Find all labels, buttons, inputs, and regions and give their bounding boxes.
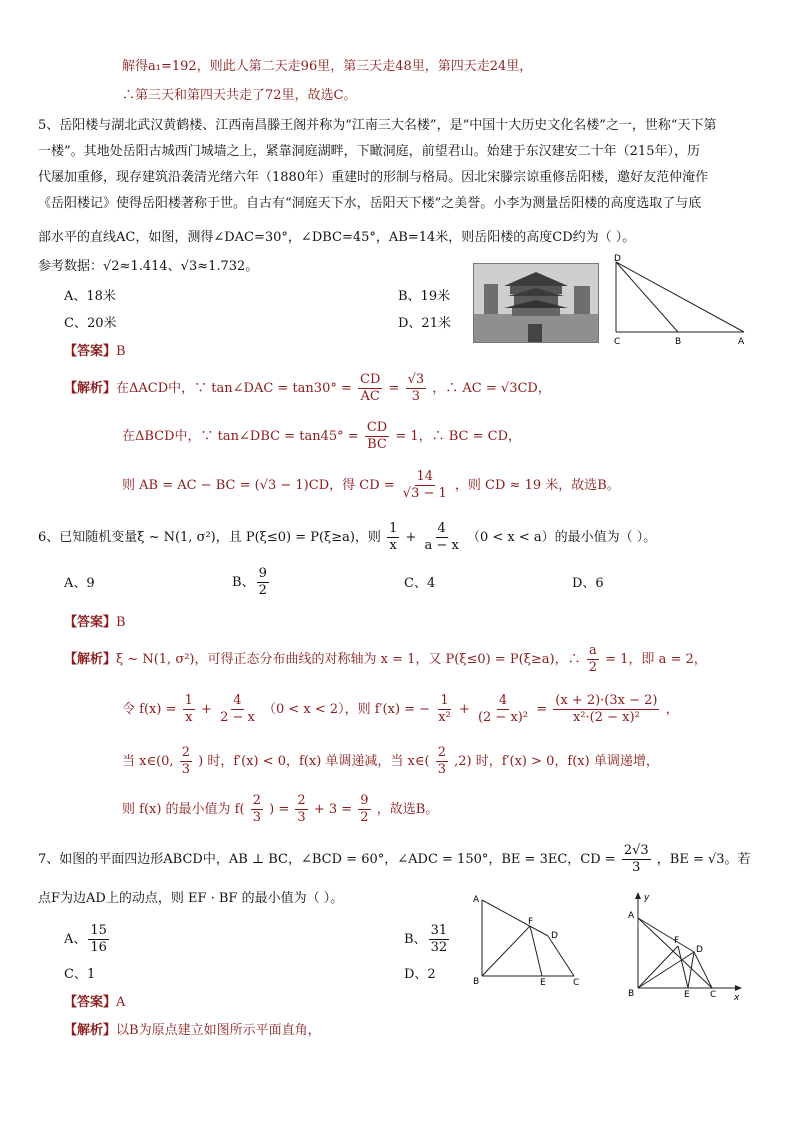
sol-text: 在ΔACD中，∵ tan∠DAC = tan30° = bbox=[116, 381, 352, 396]
q7-solution-line1: 【解析】以B为原点建立如图所示平面直角， bbox=[64, 1023, 321, 1038]
fraction: $\frac{√3}{3}$ bbox=[407, 372, 425, 404]
point-a-label: A bbox=[473, 895, 480, 905]
q6-stem: 6、已知随机变量ξ ~ N(1, σ²)，且 P(ξ≤0) = P(ξ≥a)，则 $\frac{1}{x}$ + $\frac{4}{a - x}$ （0 < x < a）的最小值为（ ）。 bbox=[38, 521, 657, 553]
point-c-label: C bbox=[573, 978, 580, 988]
point-c-label: C bbox=[710, 990, 717, 1000]
q5-option-a: A、18米 bbox=[64, 289, 116, 304]
q5-option-d: D、21米 bbox=[398, 316, 451, 331]
q7-option-d: D、2 bbox=[404, 967, 436, 982]
q5-stem-line5: 部水平的直线AC，如图，测得∠DAC=30°，∠DBC=45°，AB=14米，则岳阳楼的高度CD约为（ ）。 bbox=[38, 230, 636, 245]
q4-solution-line2: ∴第三天和第四天共走了72里，故选C。 bbox=[122, 88, 357, 103]
q5-answer bbox=[64, 342, 126, 362]
point-a-label: A bbox=[628, 911, 635, 921]
q5-stem-line1: 5、岳阳楼与湖北武汉黄鹤楼、江西南昌滕王阁并称为“江南三大名楼”，是“中国十大历史文化名楼”之一，世称“天下第 bbox=[38, 118, 717, 133]
y-axis-label: y bbox=[644, 893, 650, 903]
point-b-label: B bbox=[473, 977, 480, 987]
q7-stem-line2: 点F为边AD上的动点，则 EF · BF 的最小值为（ ）。 bbox=[38, 891, 344, 906]
fraction: $\frac{CD}{BC}$ bbox=[366, 420, 388, 452]
point-e-label: E bbox=[540, 978, 546, 988]
q7-option-c: C、1 bbox=[64, 967, 96, 982]
q7-answer: 【答案】A bbox=[64, 995, 126, 1010]
yueyang-tower-photo bbox=[473, 263, 599, 343]
q6-option-c: C、4 bbox=[404, 576, 436, 591]
q5-solution-line3: 则 AB = AC − BC = (√3 − 1)CD，得 CD = $\frac{14}{√3 - 1}$ ，则 CD ≈ 19 米，故选B。 bbox=[122, 469, 620, 501]
point-b-label: B bbox=[675, 337, 682, 346]
q7-option-a: A、 $\frac{15}{16}$ bbox=[64, 923, 107, 955]
x-axis-label: x bbox=[734, 993, 740, 1003]
q5-stem-line2: 一楼”。其地处岳阳古城西门城墙之上，紧靠洞庭湖畔，下瞰洞庭，前望君山。始建于东汉建安二十年（215年），历 bbox=[38, 144, 700, 159]
q5-stem-line3: 代屡加重修，现存建筑沿袭清光绪六年（1880年）重建时的形制与格局。因北宋滕宗谅重修岳阳楼，邀好友范仲淹作 bbox=[38, 170, 709, 185]
q7-coordinate-figure bbox=[622, 888, 748, 1004]
q5-stem-line4: 《岳阳楼记》使得岳阳楼著称于世。自古有“洞庭天下水，岳阳天下楼”之美誉。小李为测量岳阳楼的高度选取了与底 bbox=[38, 196, 702, 211]
q7-stem-line1: 7、如图的平面四边形ABCD中，AB ⊥ BC，∠BCD = 60°，∠ADC = 150°，BE = 3EC，CD = $\frac{2√3}{3}$ ，BE = √3。若 bbox=[38, 843, 751, 875]
q5-solution-line2: 在ΔBCD中，∵ tan∠DBC = tan45° = $\frac{CD}{BC}$ = 1，∴ BC = CD， bbox=[122, 420, 522, 452]
q6-solution-line4: 则 f(x) 的最小值为 f( $\frac{2}{3}$ ) = $\frac{2}{3}$ + 3 = $\frac{9}{2}$ ，故选B。 bbox=[122, 793, 439, 825]
q6-option-b: B、 $\frac{9}{2}$ bbox=[232, 566, 267, 598]
q6-solution-line3: 当 x∈(0, $\frac{2}{3}$ ) 时，f′(x) < 0，f(x) 单调递减，当 x∈( $\frac{2}{3}$ ,2) 时，f′(x) > 0，f(x) 单调递增， bbox=[122, 745, 659, 777]
point-d-label: D bbox=[696, 945, 703, 955]
point-b-label: B bbox=[628, 989, 635, 999]
q5-triangle-figure bbox=[604, 252, 750, 346]
point-d-label: D bbox=[614, 254, 621, 264]
q6-option-d: D、6 bbox=[572, 576, 604, 591]
point-f-label: F bbox=[674, 936, 680, 946]
point-c-label: C bbox=[614, 337, 621, 346]
q6-solution-line2: 令 f(x) = $\frac{1}{x}$ + $\frac{4}{2 - x}$ （0 < x < 2），则 f′(x) = − $\frac{1}{\text{x²}}$ + $\frac{4}{\text{(2 − x)²}}$ = $\frac{(x + 2)\cdot(3x - 2)}{\text{x²·(2 − x)²}}$ ， bbox=[122, 693, 679, 725]
q7-quadrilateral-figure bbox=[470, 892, 590, 988]
q5-reference-data: 参考数据：√2≈1.414、√3≈1.732。 bbox=[38, 259, 259, 274]
fraction: $\frac{CD}{AC}$ bbox=[360, 372, 381, 404]
q5-solution-line1: 【解析】在ΔACD中，∵ tan∠DAC = tan30° = $\frac{CD}{AC}$ = $\frac{√3}{3}$ ，∴ AC = √3CD， bbox=[64, 372, 551, 404]
answer-value: B bbox=[116, 344, 126, 359]
q6-solution-line1: 【解析】ξ ~ N(1, σ²)，可得正态分布曲线的对称轴为 x = 1，又 P(ξ≤0) = P(ξ≥a)，∴ $\frac{a}{2}$ = 1，即 a = 2， bbox=[64, 643, 707, 675]
point-a-label: A bbox=[738, 337, 745, 346]
fraction: $\frac{14}{√3 - 1}$ bbox=[402, 469, 447, 501]
q4-solution-line1: 解得a₁=192，则此人第二天走96里，第三天走48里，第四天走24里， bbox=[122, 59, 533, 74]
point-d-label: D bbox=[551, 931, 558, 941]
q6-option-a: A、9 bbox=[64, 576, 95, 591]
point-e-label: E bbox=[684, 990, 690, 1000]
point-f-label: F bbox=[528, 917, 534, 927]
q6-answer: 【答案】B bbox=[64, 615, 126, 630]
q7-option-b: B、 $\frac{31}{32}$ bbox=[404, 923, 448, 955]
fraction: $\frac{1}{x}$ bbox=[389, 521, 398, 553]
q5-option-b: B、19米 bbox=[398, 289, 451, 304]
solution-tag: 【解析】 bbox=[64, 381, 117, 396]
q5-option-c: C、20米 bbox=[64, 316, 117, 331]
fraction: $\frac{4}{a - x}$ bbox=[424, 521, 459, 553]
answer-tag: 【答案】 bbox=[64, 344, 117, 359]
